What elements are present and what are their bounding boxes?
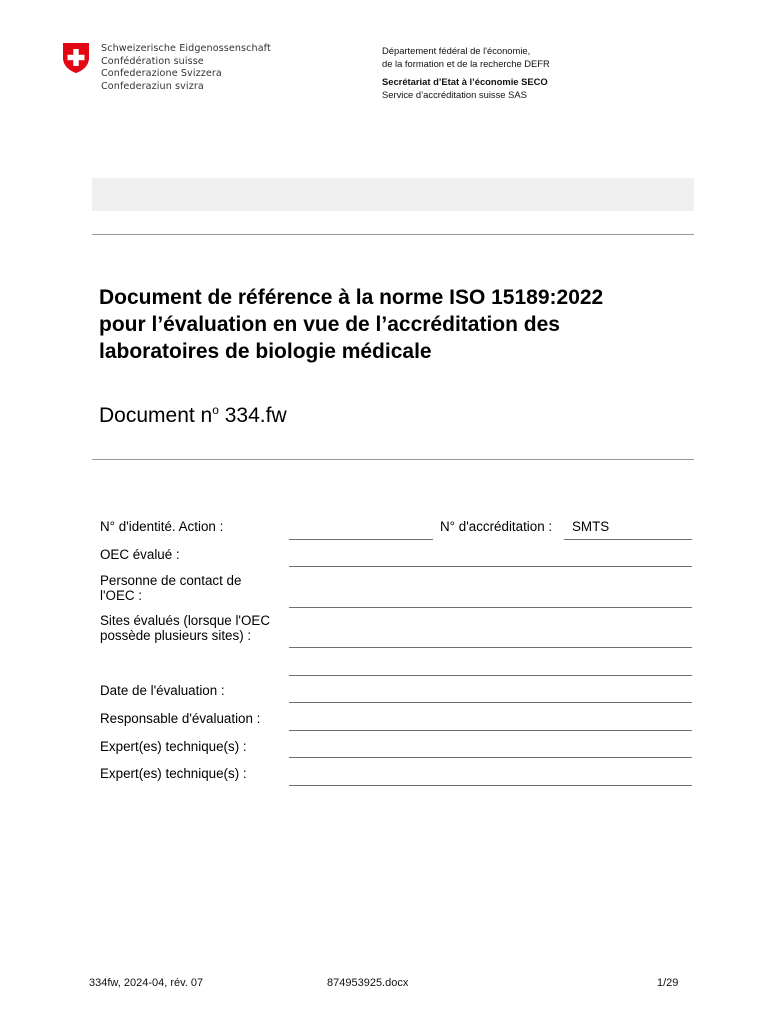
date-label: Date de l'évaluation :	[100, 683, 225, 698]
oec-field[interactable]	[289, 566, 692, 567]
footer-page-number: 1/29	[657, 977, 679, 989]
document-title	[99, 284, 699, 365]
logo-line-it: Confederazione Svizzera	[101, 68, 222, 80]
oec-label: OEC évalué :	[100, 547, 180, 562]
footer-revision: 334fw, 2024-04, rév. 07	[89, 977, 204, 989]
responsible-label: Responsable d'évaluation :	[100, 711, 261, 726]
identity-label: N° d'identité. Action :	[100, 519, 224, 534]
document-number-value: 334.fw	[218, 404, 287, 427]
expert-1-field[interactable]	[289, 757, 692, 758]
department-line-1: Département fédéral de l'économie,	[382, 45, 531, 56]
expert-2-field[interactable]	[289, 785, 692, 786]
identity-field-line	[289, 539, 433, 540]
accreditation-field-line	[564, 539, 692, 540]
footer-filename: 874953925.docx	[327, 977, 409, 989]
middle-divider	[92, 459, 694, 460]
grey-header-band	[92, 178, 694, 211]
sites-label: Sites évalués (lorsque l'OEC possède plusieurs sites) :	[100, 613, 271, 643]
document-number	[99, 403, 287, 428]
service-name: Service d’accréditation suisse SAS	[382, 88, 527, 100]
logo-line-rm: Confederaziun svizra	[101, 80, 204, 92]
department-block	[382, 45, 550, 101]
top-divider	[92, 234, 694, 235]
secretariat-name: Secrétariat d’Etat à l’économie SECO	[382, 76, 548, 87]
document-number-sup: o	[212, 403, 219, 417]
sites-field-line-2[interactable]	[289, 675, 692, 676]
accreditation-field[interactable]: SMTS	[572, 519, 610, 534]
title-line-1: Document de référence à la norme ISO 15189:2022	[99, 286, 604, 309]
contact-label: Personne de contact de l'OEC :	[100, 573, 242, 603]
logo-line-fr: Confédération suisse	[101, 55, 204, 67]
contact-field[interactable]	[289, 607, 692, 608]
department-line-2: de la formation et de la recherche DEFR	[382, 57, 550, 69]
sites-field-line-1[interactable]	[289, 647, 692, 648]
expert-2-label: Expert(es) technique(s) :	[100, 766, 247, 781]
document-number-prefix: Document n	[99, 404, 213, 427]
responsible-field[interactable]	[289, 730, 692, 731]
title-line-2: pour l’évaluation en vue de l’accréditation des	[99, 313, 560, 336]
expert-1-label: Expert(es) technique(s) :	[100, 739, 247, 754]
swiss-coat-of-arms-icon	[62, 42, 90, 74]
accreditation-label: N° d'accréditation :	[440, 519, 553, 534]
date-field[interactable]	[289, 702, 692, 703]
confederation-wordmark	[101, 43, 271, 93]
title-line-3: laboratoires de biologie médicale	[99, 340, 432, 363]
logo-line-de: Schweizerische Eidgenossenschaft	[101, 43, 271, 54]
